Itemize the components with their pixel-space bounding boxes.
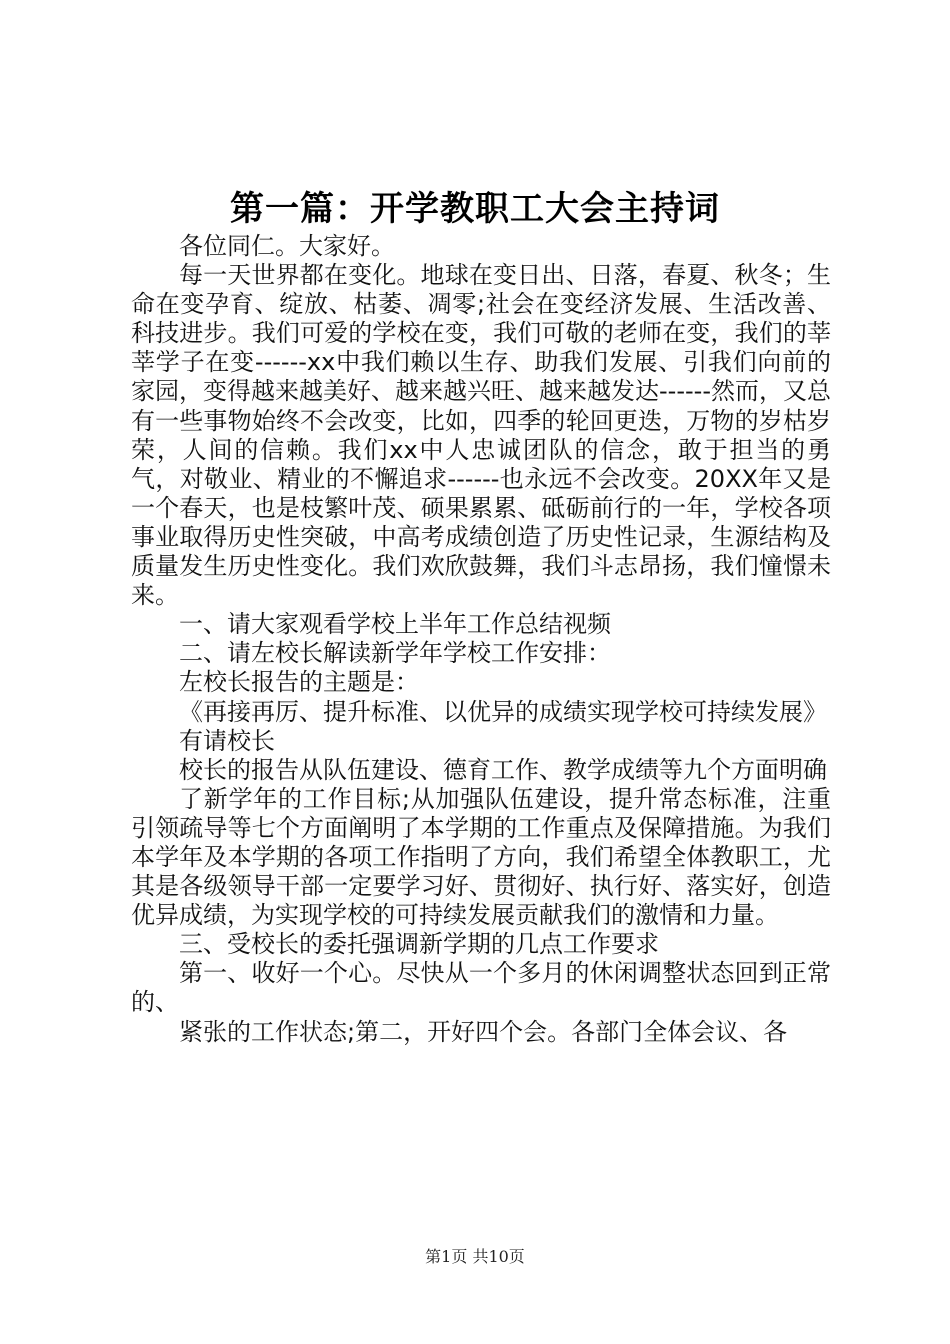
paragraph-requirement-2: 紧张的工作状态;第二，开好四个会。各部门全体会议、各 xyxy=(179,1017,788,1046)
paragraph-report-detail: 了新学年的工作目标;从加强队伍建设，提升常态标准，注重引领疏导等七个方面阐明了本学期的工作重点及保障措施。为我们本学年及本学期的各项工作指明了方向，我们希望全体教职工，尤其是各级领导干部一定要学习好、贯彻好、执行好、落实好，创造优异成绩，为实现学校的可持续发展贡献我们的激情和力量。 xyxy=(131,784,831,930)
paragraph-greeting: 各位同仁。大家好。 xyxy=(179,232,395,260)
paragraph-intro: 每一天世界都在变化。地球在变日出、日落，春夏、秋冬；生命在变孕育、绽放、枯萎、凋零;社会在变经济发展、生活改善、科技进步。我们可爱的学校在变，我们可敬的老师在变，我们的莘莘学子在变------xx中我们赖以生存、助我们发展、引我们向前的家园，变得越来越美好、越来越兴旺、越来越发达------然而，又总有一些事物始终不会改变，比如，四季的轮回更迭，万物的岁枯岁荣，人间的信赖。我们xx中人忠诚团队的信念，敢于担当的勇气，对敬业、精业的不懈追求------也永远不会改变。20XX年又是一个春天，也是枝繁叶茂、硕果累累、砥砺前行的一年，学校各项事业取得历史性突破，中高考成绩创造了历史性记录，生源结构及质量发生历史性变化。我们欢欣鼓舞，我们斗志昂扬，我们憧憬未来。 xyxy=(131,261,831,610)
page-number-footer: 第1页 共10页 xyxy=(425,1247,525,1266)
paragraph-item-2: 二、请左校长解读新学年学校工作安排： xyxy=(179,639,611,668)
paragraph-report-theme-label: 左校长报告的主题是： xyxy=(179,668,419,697)
document-title: 第一篇：开学教职工大会主持词 xyxy=(230,189,720,229)
paragraph-requirement-1: 第一、收好一个心。尽快从一个多月的休闲调整状态回到正常的、 xyxy=(131,959,831,1017)
paragraph-report-theme: 《再接再厉、提升标准、以优异的成绩实现学校可持续发展》 xyxy=(179,697,827,726)
paragraph-item-1: 一、请大家观看学校上半年工作总结视频 xyxy=(179,610,611,639)
document-body xyxy=(131,232,831,1047)
paragraph-invite-principal: 有请校长 xyxy=(179,726,275,755)
paragraph-report-summary: 校长的报告从队伍建设、德育工作、教学成绩等九个方面明确 xyxy=(179,755,827,784)
paragraph-item-3: 三、受校长的委托强调新学期的几点工作要求 xyxy=(179,930,659,959)
